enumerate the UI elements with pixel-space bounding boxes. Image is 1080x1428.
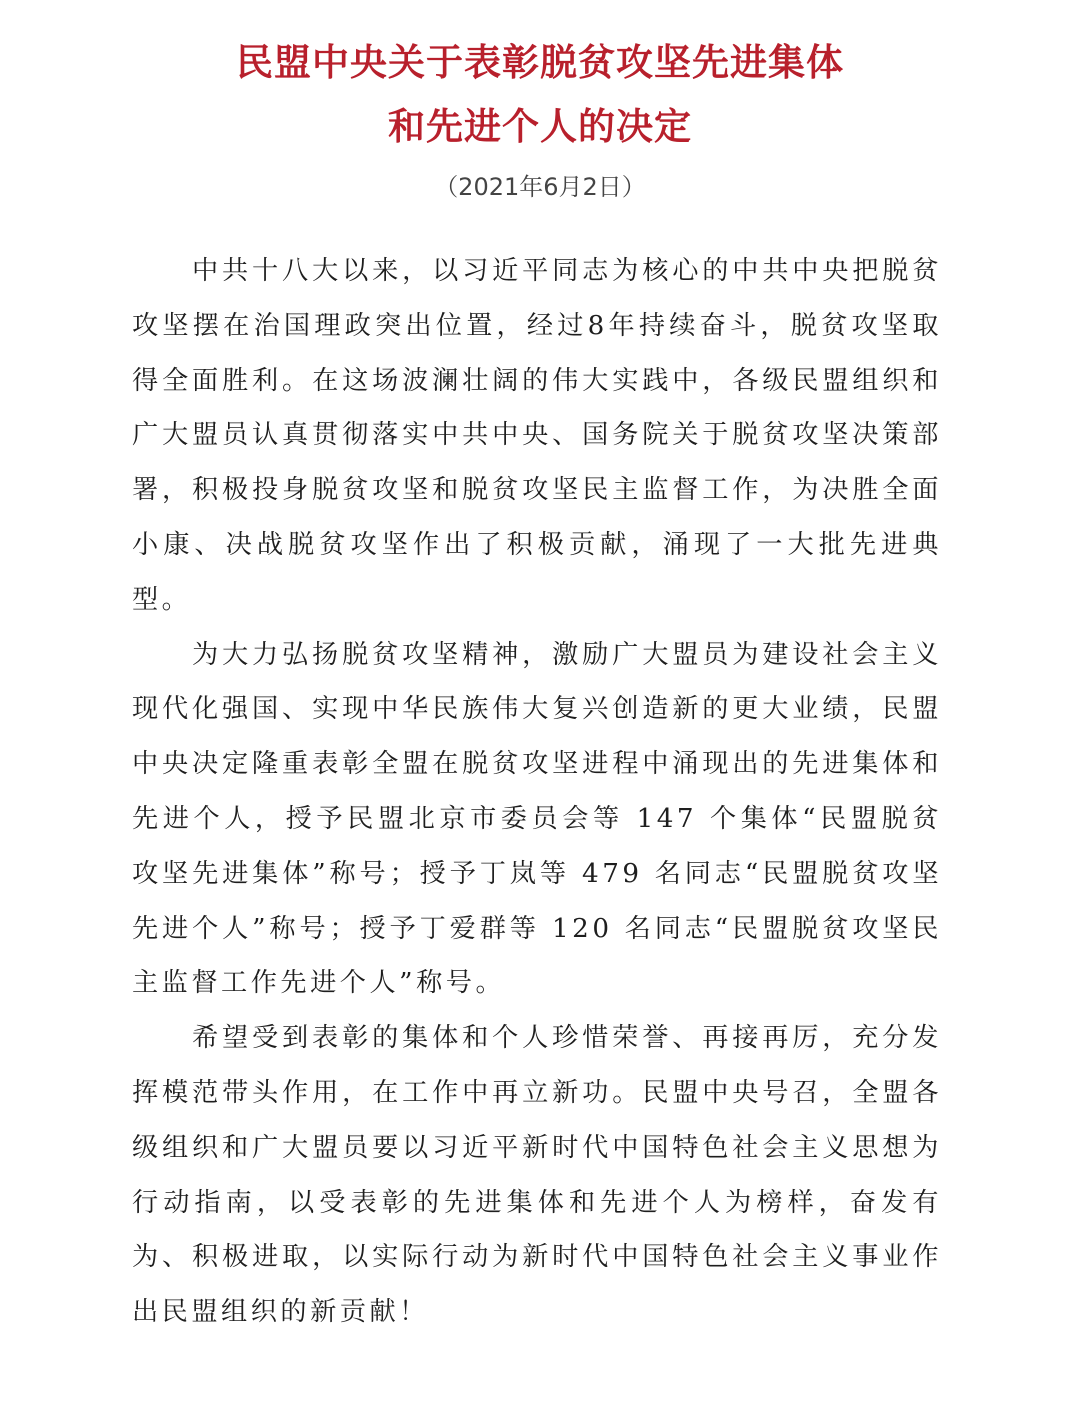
body-paragraph-2: 为大力弘扬脱贫攻坚精神，激励广大盟员为建设社会主义现代化强国、实现中华民族伟大复兴创造新的更大业绩，民盟中央决定隆重表彰全盟在脱贫攻坚进程中涌现出的先进集体和先进个人，授予民盟北京市委员会等 147 个集体“民盟脱贫攻坚先进集体”称号；授予丁岚等 479 名同志“民盟脱贫攻坚先进个人”称号；授予丁爱群等 120 名同志“民盟脱贫攻坚民主监督工作先进个人”称号。 <box>132 639 942 999</box>
document-date: （2021年6月2日） <box>434 173 646 201</box>
document-title-line-2: 和先进个人的决定 <box>388 104 692 148</box>
document-body <box>132 244 942 1340</box>
document-title-line-1: 民盟中央关于表彰脱贫攻坚先进集体 <box>236 40 844 84</box>
body-paragraph-1: 中共十八大以来，以习近平同志为核心的中共中央把脱贫攻坚摆在治国理政突出位置，经过8年持续奋斗，脱贫攻坚取得全面胜利。在这场波澜壮阔的伟大实践中，各级民盟组织和广大盟员认真贯彻落实中共中央、国务院关于脱贫攻坚决策部署，积极投身脱贫攻坚和脱贫攻坚民主监督工作，为决胜全面小康、决战脱贫攻坚作出了积极贡献，涌现了一大批先进典型。 <box>132 256 942 615</box>
body-paragraph-3: 希望受到表彰的集体和个人珍惜荣誉、再接再厉，充分发挥模范带头作用，在工作中再立新功。民盟中央号召，全盟各级组织和广大盟员要以习近平新时代中国特色社会主义思想为行动指南，以受表彰的先进集体和先进个人为榜样，奋发有为、积极进取，以实际行动为新时代中国特色社会主义事业作出民盟组织的新贡献！ <box>132 1023 942 1328</box>
